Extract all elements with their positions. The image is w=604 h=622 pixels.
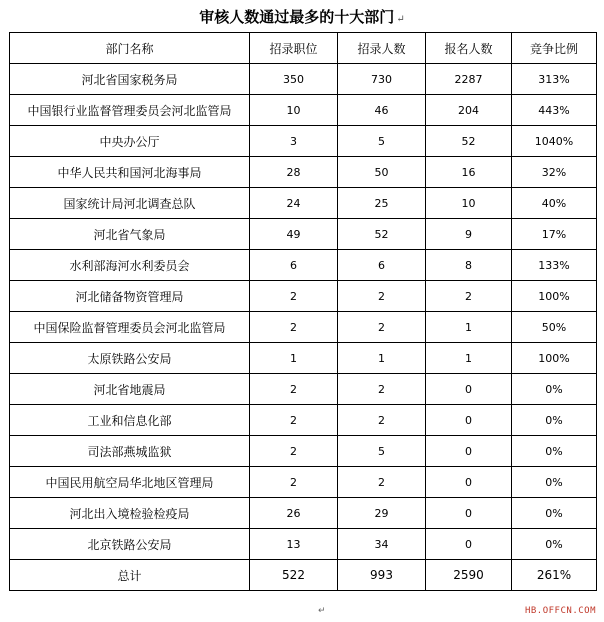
department-name-cell: 中国银行业监督管理委员会河北监管局: [10, 95, 250, 126]
ratio-cell: 133%: [512, 250, 597, 281]
table-row: [10, 95, 597, 126]
header-cell-ratio: 竞争比例: [512, 33, 597, 64]
ratio-cell: 0%: [512, 405, 597, 436]
applicants-cell: 8: [426, 250, 512, 281]
hires-cell: 29: [338, 498, 426, 529]
department-name-cell: 中国保险监督管理委员会河北监管局: [10, 312, 250, 343]
applicants-cell: 2: [426, 281, 512, 312]
recruitment-table: [9, 32, 597, 591]
department-name-cell: 河北出入境检验检疫局: [10, 498, 250, 529]
ratio-cell: 0%: [512, 529, 597, 560]
table-row: [10, 219, 597, 250]
hires-cell: 2: [338, 467, 426, 498]
applicants-cell: 1: [426, 312, 512, 343]
applicants-cell: 0: [426, 374, 512, 405]
header-cell-hires: 招录人数: [338, 33, 426, 64]
ratio-cell: 40%: [512, 188, 597, 219]
applicants-cell: 0: [426, 436, 512, 467]
positions-cell: 2: [250, 405, 338, 436]
applicants-cell: 10: [426, 188, 512, 219]
hires-cell: 2: [338, 374, 426, 405]
positions-cell: 24: [250, 188, 338, 219]
department-name-cell: 工业和信息化部: [10, 405, 250, 436]
applicants-cell: 0: [426, 467, 512, 498]
ratio-cell: 100%: [512, 281, 597, 312]
applicants-cell: 0: [426, 498, 512, 529]
total-positions: 522: [250, 560, 338, 591]
ratio-cell: 0%: [512, 374, 597, 405]
department-name-cell: 中央办公厅: [10, 126, 250, 157]
ratio-cell: 50%: [512, 312, 597, 343]
positions-cell: 2: [250, 312, 338, 343]
hires-cell: 34: [338, 529, 426, 560]
positions-cell: 28: [250, 157, 338, 188]
header-cell-applicants: 报名人数: [426, 33, 512, 64]
applicants-cell: 0: [426, 405, 512, 436]
applicants-cell: 9: [426, 219, 512, 250]
total-applicants: 2590: [426, 560, 512, 591]
header-row: [10, 33, 597, 64]
paragraph-mark-icon: ↵: [396, 14, 405, 25]
hires-cell: 50: [338, 157, 426, 188]
table-row: [10, 467, 597, 498]
table-row: [10, 126, 597, 157]
applicants-cell: 0: [426, 529, 512, 560]
positions-cell: 13: [250, 529, 338, 560]
table-title: [0, 6, 604, 28]
table-row: [10, 374, 597, 405]
table-row: [10, 281, 597, 312]
table-row: [10, 250, 597, 281]
site-watermark: HB.OFFCN.COM: [524, 606, 596, 616]
hires-cell: 5: [338, 436, 426, 467]
positions-cell: 10: [250, 95, 338, 126]
applicants-cell: 204: [426, 95, 512, 126]
positions-cell: 6: [250, 250, 338, 281]
department-name-cell: 国家统计局河北调查总队: [10, 188, 250, 219]
ratio-cell: 0%: [512, 436, 597, 467]
ratio-cell: 313%: [512, 64, 597, 95]
ratio-cell: 100%: [512, 343, 597, 374]
positions-cell: 2: [250, 467, 338, 498]
table-row: [10, 436, 597, 467]
table-row: [10, 157, 597, 188]
positions-cell: 49: [250, 219, 338, 250]
hires-cell: 46: [338, 95, 426, 126]
positions-cell: 2: [250, 436, 338, 467]
department-name-cell: 北京铁路公安局: [10, 529, 250, 560]
hires-cell: 2: [338, 281, 426, 312]
table-row: [10, 498, 597, 529]
hires-cell: 25: [338, 188, 426, 219]
positions-cell: 3: [250, 126, 338, 157]
hires-cell: 5: [338, 126, 426, 157]
ratio-cell: 17%: [512, 219, 597, 250]
department-name-cell: 河北省气象局: [10, 219, 250, 250]
department-name-cell: 河北省国家税务局: [10, 64, 250, 95]
applicants-cell: 16: [426, 157, 512, 188]
hires-cell: 730: [338, 64, 426, 95]
department-name-cell: 河北储备物资管理局: [10, 281, 250, 312]
positions-cell: 26: [250, 498, 338, 529]
positions-cell: 2: [250, 281, 338, 312]
total-label: 总计: [10, 560, 250, 591]
header-cell-positions: 招录职位: [250, 33, 338, 64]
department-name-cell: 水利部海河水利委员会: [10, 250, 250, 281]
ratio-cell: 32%: [512, 157, 597, 188]
department-name-cell: 河北省地震局: [10, 374, 250, 405]
table-row: [10, 188, 597, 219]
hires-cell: 2: [338, 312, 426, 343]
department-name-cell: 中国民用航空局华北地区管理局: [10, 467, 250, 498]
applicants-cell: 52: [426, 126, 512, 157]
positions-cell: 1: [250, 343, 338, 374]
positions-cell: 2: [250, 374, 338, 405]
applicants-cell: 2287: [426, 64, 512, 95]
table-row: [10, 64, 597, 95]
paragraph-mark-icon: ↵: [318, 606, 326, 616]
hires-cell: 6: [338, 250, 426, 281]
table-row: [10, 405, 597, 436]
total-row: [10, 560, 597, 591]
ratio-cell: 1040%: [512, 126, 597, 157]
department-name-cell: 司法部燕城监狱: [10, 436, 250, 467]
total-ratio: 261%: [512, 560, 597, 591]
table-row: [10, 312, 597, 343]
table-row: [10, 343, 597, 374]
hires-cell: 1: [338, 343, 426, 374]
ratio-cell: 443%: [512, 95, 597, 126]
total-hires: 993: [338, 560, 426, 591]
table-title-text: 审核人数通过最多的十大部门: [199, 8, 395, 26]
hires-cell: 2: [338, 405, 426, 436]
header-cell-department: 部门名称: [10, 33, 250, 64]
ratio-cell: 0%: [512, 498, 597, 529]
department-name-cell: 太原铁路公安局: [10, 343, 250, 374]
positions-cell: 350: [250, 64, 338, 95]
department-name-cell: 中华人民共和国河北海事局: [10, 157, 250, 188]
ratio-cell: 0%: [512, 467, 597, 498]
hires-cell: 52: [338, 219, 426, 250]
applicants-cell: 1: [426, 343, 512, 374]
table-row: [10, 529, 597, 560]
